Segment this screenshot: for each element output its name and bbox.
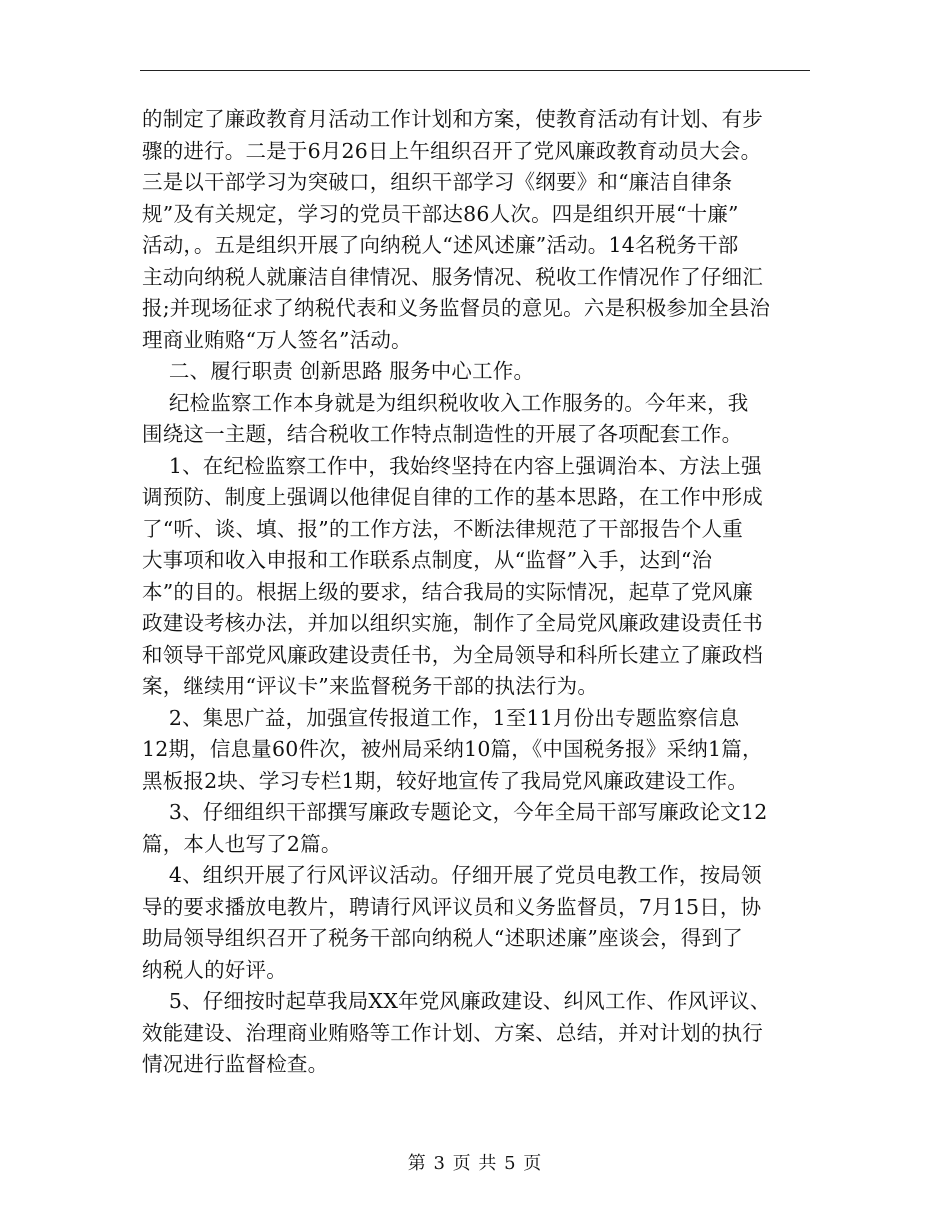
text-line: 纪检监察工作本身就是为组织税收收入工作服务的。今年来，我 <box>142 390 749 415</box>
text-line: 助局领导组织召开了税务干部向纳税人“述职述廉”座谈会，得到了 <box>142 926 743 950</box>
text-line: 理商业贿赂“万人签名”活动。 <box>142 327 412 352</box>
text-line: 活动，。五是组织开展了向纳税人“述风述廉”活动。14名税务干部 <box>142 233 739 257</box>
text-line: 和领导干部党风廉政建设责任书，为全局领导和科所长建立了廉政档 <box>142 642 763 667</box>
text-line: 调预防、制度上强调以他律促自律的工作的基本思路，在工作中形成 <box>142 485 763 509</box>
page-number: 第 3 页 共 5 页 <box>407 1153 543 1174</box>
text-line: 大事项和收入申报和工作联系点制度，从“监督”入手，达到“治 <box>142 548 713 572</box>
text-line: 12期，信息量60件次，被州局采纳10篇，《中国税务报》采纳1篇， <box>142 737 763 761</box>
text-line: 的制定了廉政教育月活动工作计划和方案，使教育活动有计划、有步 <box>142 107 763 131</box>
text-line: 情况进行监督检查。 <box>142 1052 329 1076</box>
text-line: 了“听、谈、填、报”的工作方法，不断法律规范了干部报告个人重 <box>142 516 743 541</box>
text-line: 主动向纳税人就廉洁自律情况、服务情况、税收工作情况作了仔细汇 <box>142 264 763 289</box>
text-line: 三是以干部学习为突破口，组织干部学习《纲要》和“廉洁自律条 <box>142 170 733 194</box>
text-line: 骤的进行。二是于6月26日上午组织召开了党风廉政教育动员大会。 <box>142 138 762 163</box>
text-line: 4、组织开展了行风评议活动。仔细开展了党员电教工作，按局领 <box>142 863 762 887</box>
text-line: 3、仔细组织干部撰写廉政专题论文，今年全局干部写廉政论文12 <box>142 800 768 824</box>
text-line: 围绕这一主题，结合税收工作特点制造性的开展了各项配套工作。 <box>142 422 743 446</box>
text-line: 导的要求播放电教片，聘请行风评议员和义务监督员，7月15日，协 <box>142 894 762 919</box>
text-line: 2、集思广益，加强宣传报道工作，1至11月份出专题监察信息 <box>142 705 740 730</box>
text-line: 案，继续用“评议卡”来监督税务干部的执法行为。 <box>142 674 599 698</box>
text-line: 1、在纪检监察工作中，我始终坚持在内容上强调治本、方法上强 <box>142 453 762 478</box>
document-body <box>142 104 814 1081</box>
header-rule <box>140 70 810 71</box>
text-line: 效能建设、治理商业贿赂等工作计划、方案、总结，并对计划的执行 <box>142 1020 763 1045</box>
text-line: 篇，本人也写了2篇。 <box>142 831 342 856</box>
text-line: 报;并现场征求了纳税代表和义务监督员的意见。六是积极参加全县治 <box>142 296 771 320</box>
text-line: 本”的目的。根据上级的要求，结合我局的实际情况，起草了党风廉 <box>142 579 753 604</box>
text-line: 政建设考核办法，并加以组织实施，制作了全局党风廉政建设责任书 <box>142 611 763 635</box>
text-line: 黑板报2块、学习专栏1期，较好地宣传了我局党风廉政建设工作。 <box>142 768 749 793</box>
text-line: 规”及有关规定，学习的党员干部达86人次。四是组织开展“十廉” <box>142 201 739 226</box>
text-line: 5、仔细按时起草我局XX年党风廉政建设、纠风工作、作风评议、 <box>142 989 771 1013</box>
text-line: 纳税人的好评。 <box>142 957 287 982</box>
section-heading: 二、履行职责 创新思路 服务中心工作。 <box>142 359 535 383</box>
